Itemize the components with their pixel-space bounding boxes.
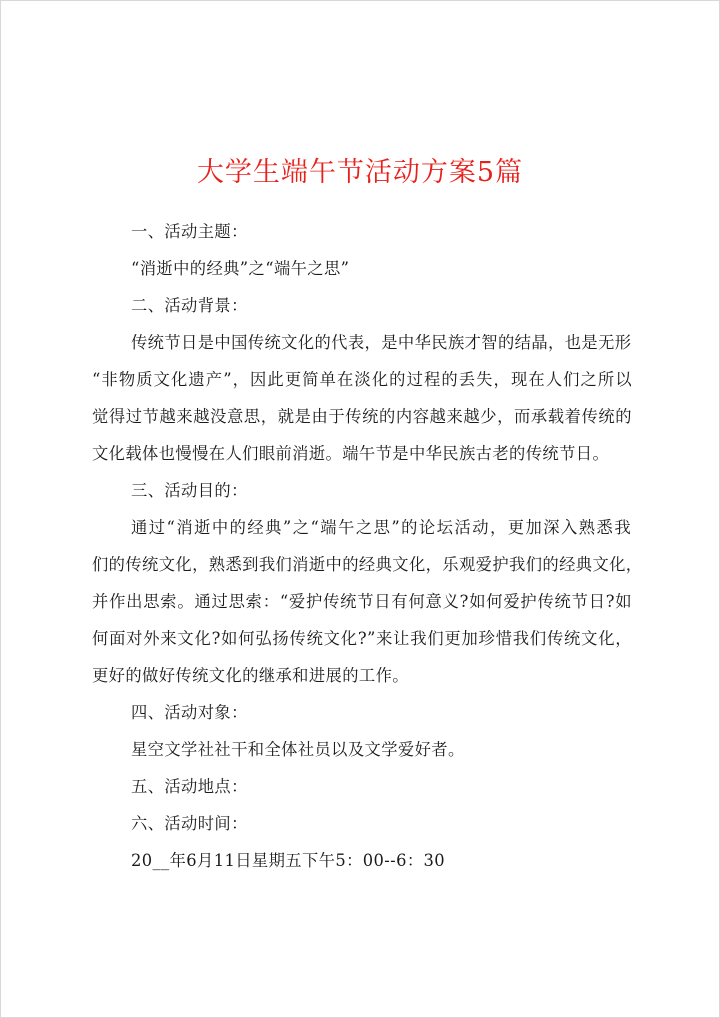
paragraph-line: “消逝中的经典”之“端午之思” bbox=[131, 259, 350, 278]
heading-theme: 一、活动主题： bbox=[131, 222, 248, 241]
paragraph-line: 们的传统文化，熟悉到我们消逝中的经典文化，乐观爱护我们的经典文化， bbox=[92, 555, 643, 574]
paragraph-line: 更好的做好传统文化的继承和进展的工作。 bbox=[92, 666, 409, 685]
paragraph-line: 何面对外来文化?如何弘扬传统文化?”来让我们更加珍惜我们传统文化， bbox=[92, 629, 632, 648]
heading-audience: 四、活动对象： bbox=[131, 703, 248, 722]
heading-location: 五、活动地点： bbox=[131, 777, 248, 796]
paragraph-line: 觉得过节越来越没意思，就是由于传统的内容越来越少，而承载着传统的 bbox=[92, 407, 632, 426]
heading-time: 六、活动时间： bbox=[131, 814, 248, 833]
paragraph-line: 20__年6月11日星期五下午5：00--6：30 bbox=[131, 851, 446, 870]
document-title: 大学生端午节活动方案5篇 bbox=[196, 157, 524, 188]
paragraph-line: “非物质文化遗产”，因此更简单在淡化的过程的丢失，现在人们之所以 bbox=[92, 370, 632, 389]
paragraph-line: 传统节日是中国传统文化的代表，是中华民族才智的结晶，也是无形 bbox=[131, 333, 632, 352]
paragraph-line: 并作出思索。通过思索：“爱护传统节日有何意义?如何爱护传统节日?如 bbox=[92, 592, 632, 611]
paragraph-line: 星空文学社社干和全体社员以及文学爱好者。 bbox=[131, 740, 465, 759]
heading-background: 二、活动背景： bbox=[131, 296, 248, 315]
paragraph-line: 文化载体也慢慢在人们眼前消逝。端午节是中华民族古老的传统节日。 bbox=[92, 444, 610, 463]
paragraph-line: 通过“消逝中的经典”之“端午之思”的论坛活动，更加深入熟悉我 bbox=[131, 518, 631, 537]
heading-purpose: 三、活动目的： bbox=[131, 481, 248, 500]
